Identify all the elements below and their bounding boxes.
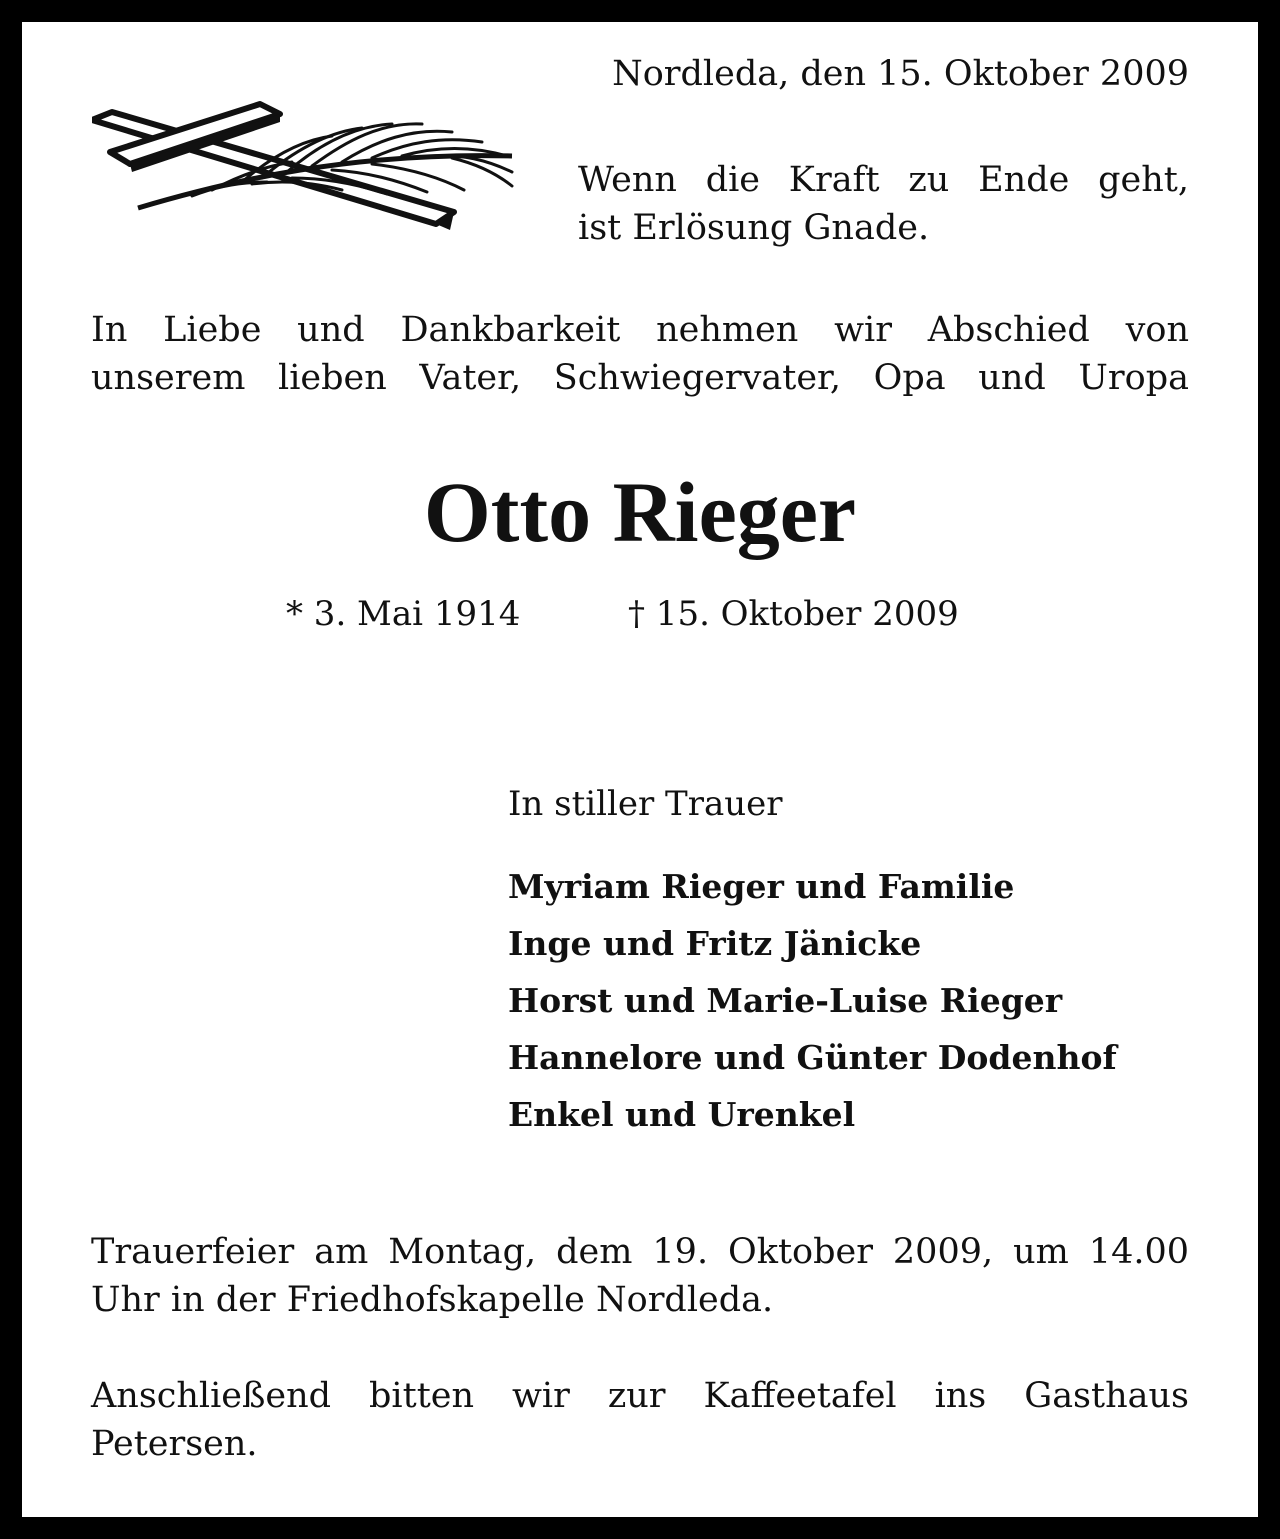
mourner-name: Myriam Rieger und Familie: [508, 867, 1015, 906]
motto: [578, 156, 1189, 252]
service-line-1: Trauerfeier am Montag, dem 19. Oktober 2009, um 14.00: [91, 1232, 1189, 1272]
motto-line-1: Wenn die Kraft zu Ende geht,: [578, 160, 1189, 200]
place-date: Nordleda, den 15. Oktober 2009: [612, 54, 1189, 94]
mourner-name: Hannelore und Günter Dodenhof: [508, 1038, 1117, 1077]
death-date: † 15. Oktober 2009: [628, 594, 959, 634]
mourning-phrase: In stiller Trauer: [508, 784, 783, 824]
service-line-2: Uhr in der Friedhofskapelle Nordleda.: [91, 1280, 774, 1320]
intro-line-1: In Liebe und Dankbarkeit nehmen wir Abschied von: [91, 310, 1189, 350]
mourner-name: Inge und Fritz Jänicke: [508, 924, 922, 963]
deceased-name: Otto Rieger: [423, 464, 857, 560]
intro-line-2: unserem lieben Vater, Schwiegervater, Opa und Uropa: [91, 358, 1189, 398]
reception-line-1: Anschließend bitten wir zur Kaffeetafel ins Gasthaus: [91, 1376, 1189, 1416]
motto-line-2: ist Erlösung Gnade.: [578, 208, 930, 248]
reception-text: [91, 1372, 1189, 1468]
intro-text: [91, 306, 1189, 402]
mourner-name: Horst und Marie-Luise Rieger: [508, 981, 1063, 1020]
reception-line-2: Petersen.: [91, 1424, 258, 1464]
mourners-list: [508, 858, 1117, 1143]
funeral-service-text: [91, 1228, 1189, 1324]
mourner-name: Enkel und Urenkel: [508, 1095, 856, 1134]
cross-with-palm-branch-icon: [92, 100, 532, 250]
birth-date: * 3. Mai 1914: [286, 594, 521, 634]
